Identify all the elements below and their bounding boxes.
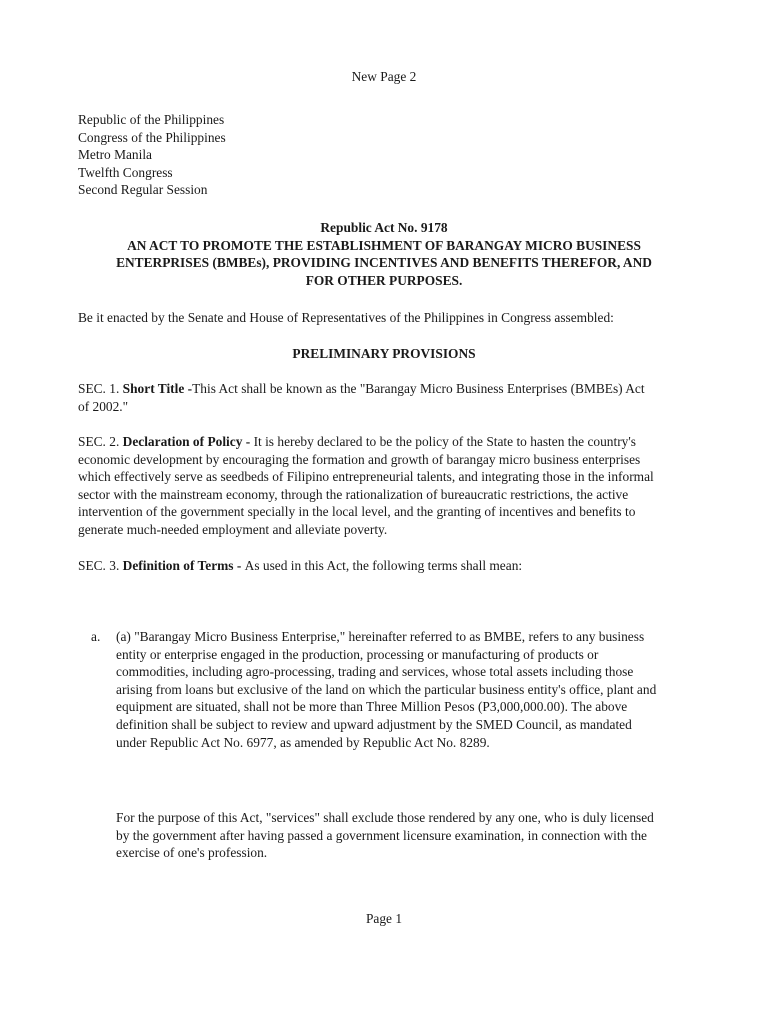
section-3 <box>78 557 698 575</box>
section-text: which effectively serve as seedbeds of Filipino entrepreneurial talents, and integrating those in the informal <box>78 469 654 485</box>
definition-line: definition shall be subject to review and upward adjustment by the SMED Council, as mandated <box>116 716 632 732</box>
services-line: For the purpose of this Act, "services" shall exclude those rendered by any one, who is duly licensed <box>116 810 654 825</box>
definition-line: under Republic Act No. 6977, as amended by Republic Act No. 8289. <box>116 734 490 750</box>
section-text: This Act shall be known as the "Barangay Micro Business Enterprises (BMBEs) Act <box>192 381 645 396</box>
page-header: New Page 2 <box>351 69 417 84</box>
section-heading: Short Title - <box>122 381 193 396</box>
list-marker: a. <box>91 629 101 644</box>
definition-line: commodities, including agro-processing, trading and services, whose total assets including those <box>116 664 634 680</box>
definition-line: arising from loans but exclusive of the land on which the particular business entity's office, plant and <box>116 681 657 697</box>
section-text: economic development by encouraging the formation and growth of barangay micro business enterprises <box>78 451 641 467</box>
section-heading: Declaration of Policy - <box>122 434 254 449</box>
section-heading: Definition of Terms - <box>122 558 245 573</box>
section-number: SEC. 2. <box>78 434 123 449</box>
act-title <box>60 219 708 289</box>
page-footer: Page 1 <box>365 911 403 926</box>
act-title-line: FOR OTHER PURPOSES. <box>305 272 463 288</box>
act-title-line: ENTERPRISES (BMBEs), PROVIDING INCENTIVES AND BENEFITS THEREFOR, AND <box>116 255 652 271</box>
definition-line: entity or enterprise engaged in the production, processing or manufacturing of products or <box>116 646 599 662</box>
heading-line: Second Regular Session <box>78 182 208 198</box>
services-line: exercise of one's profession. <box>116 845 268 861</box>
definition-text <box>116 628 716 751</box>
heading-line: Metro Manila <box>78 147 153 163</box>
section-2 <box>78 433 698 539</box>
definition-line: equipment are situated, shall not be more than Three Million Pesos (P3,000,000.00). The above <box>116 699 628 715</box>
section-text: intervention of the government specially in the local level, and the granting of incentives and benefits to <box>78 504 636 520</box>
section-text: generate much-needed employment and alleviate poverty. <box>78 521 388 537</box>
section-text: of 2002." <box>78 398 129 414</box>
act-title-line: AN ACT TO PROMOTE THE ESTABLISHMENT OF BARANGAY MICRO BUSINESS <box>127 237 641 253</box>
preliminary-provisions-heading: PRELIMINARY PROVISIONS <box>292 346 476 361</box>
heading-line: Twelfth Congress <box>78 164 173 180</box>
issuing-body-heading <box>78 111 226 199</box>
definition-line: (a) "Barangay Micro Business Enterprise," hereinafter referred to as BMBE, refers to any business <box>116 629 645 644</box>
section-text: It is hereby declared to be the policy of the State to hasten the country's <box>253 434 636 449</box>
services-line: by the government after having passed a government licensure examination, in connection with the <box>116 827 647 843</box>
heading-line: Congress of the Philippines <box>78 129 226 145</box>
section-number: SEC. 3. <box>78 558 123 573</box>
act-number: Republic Act No. 9178 <box>320 220 448 235</box>
enacting-clause: Be it enacted by the Senate and House of Representatives of the Philippines in Congress assembled: <box>78 310 614 325</box>
section-text: sector with the mainstream economy, through the rationalization of bureaucratic restrictions, the active <box>78 486 629 502</box>
section-number: SEC. 1. <box>78 381 123 396</box>
heading-line: Republic of the Philippines <box>78 112 225 127</box>
section-text: As used in this Act, the following terms shall mean: <box>244 558 523 573</box>
section-1 <box>78 380 698 415</box>
services-paragraph <box>116 809 716 862</box>
